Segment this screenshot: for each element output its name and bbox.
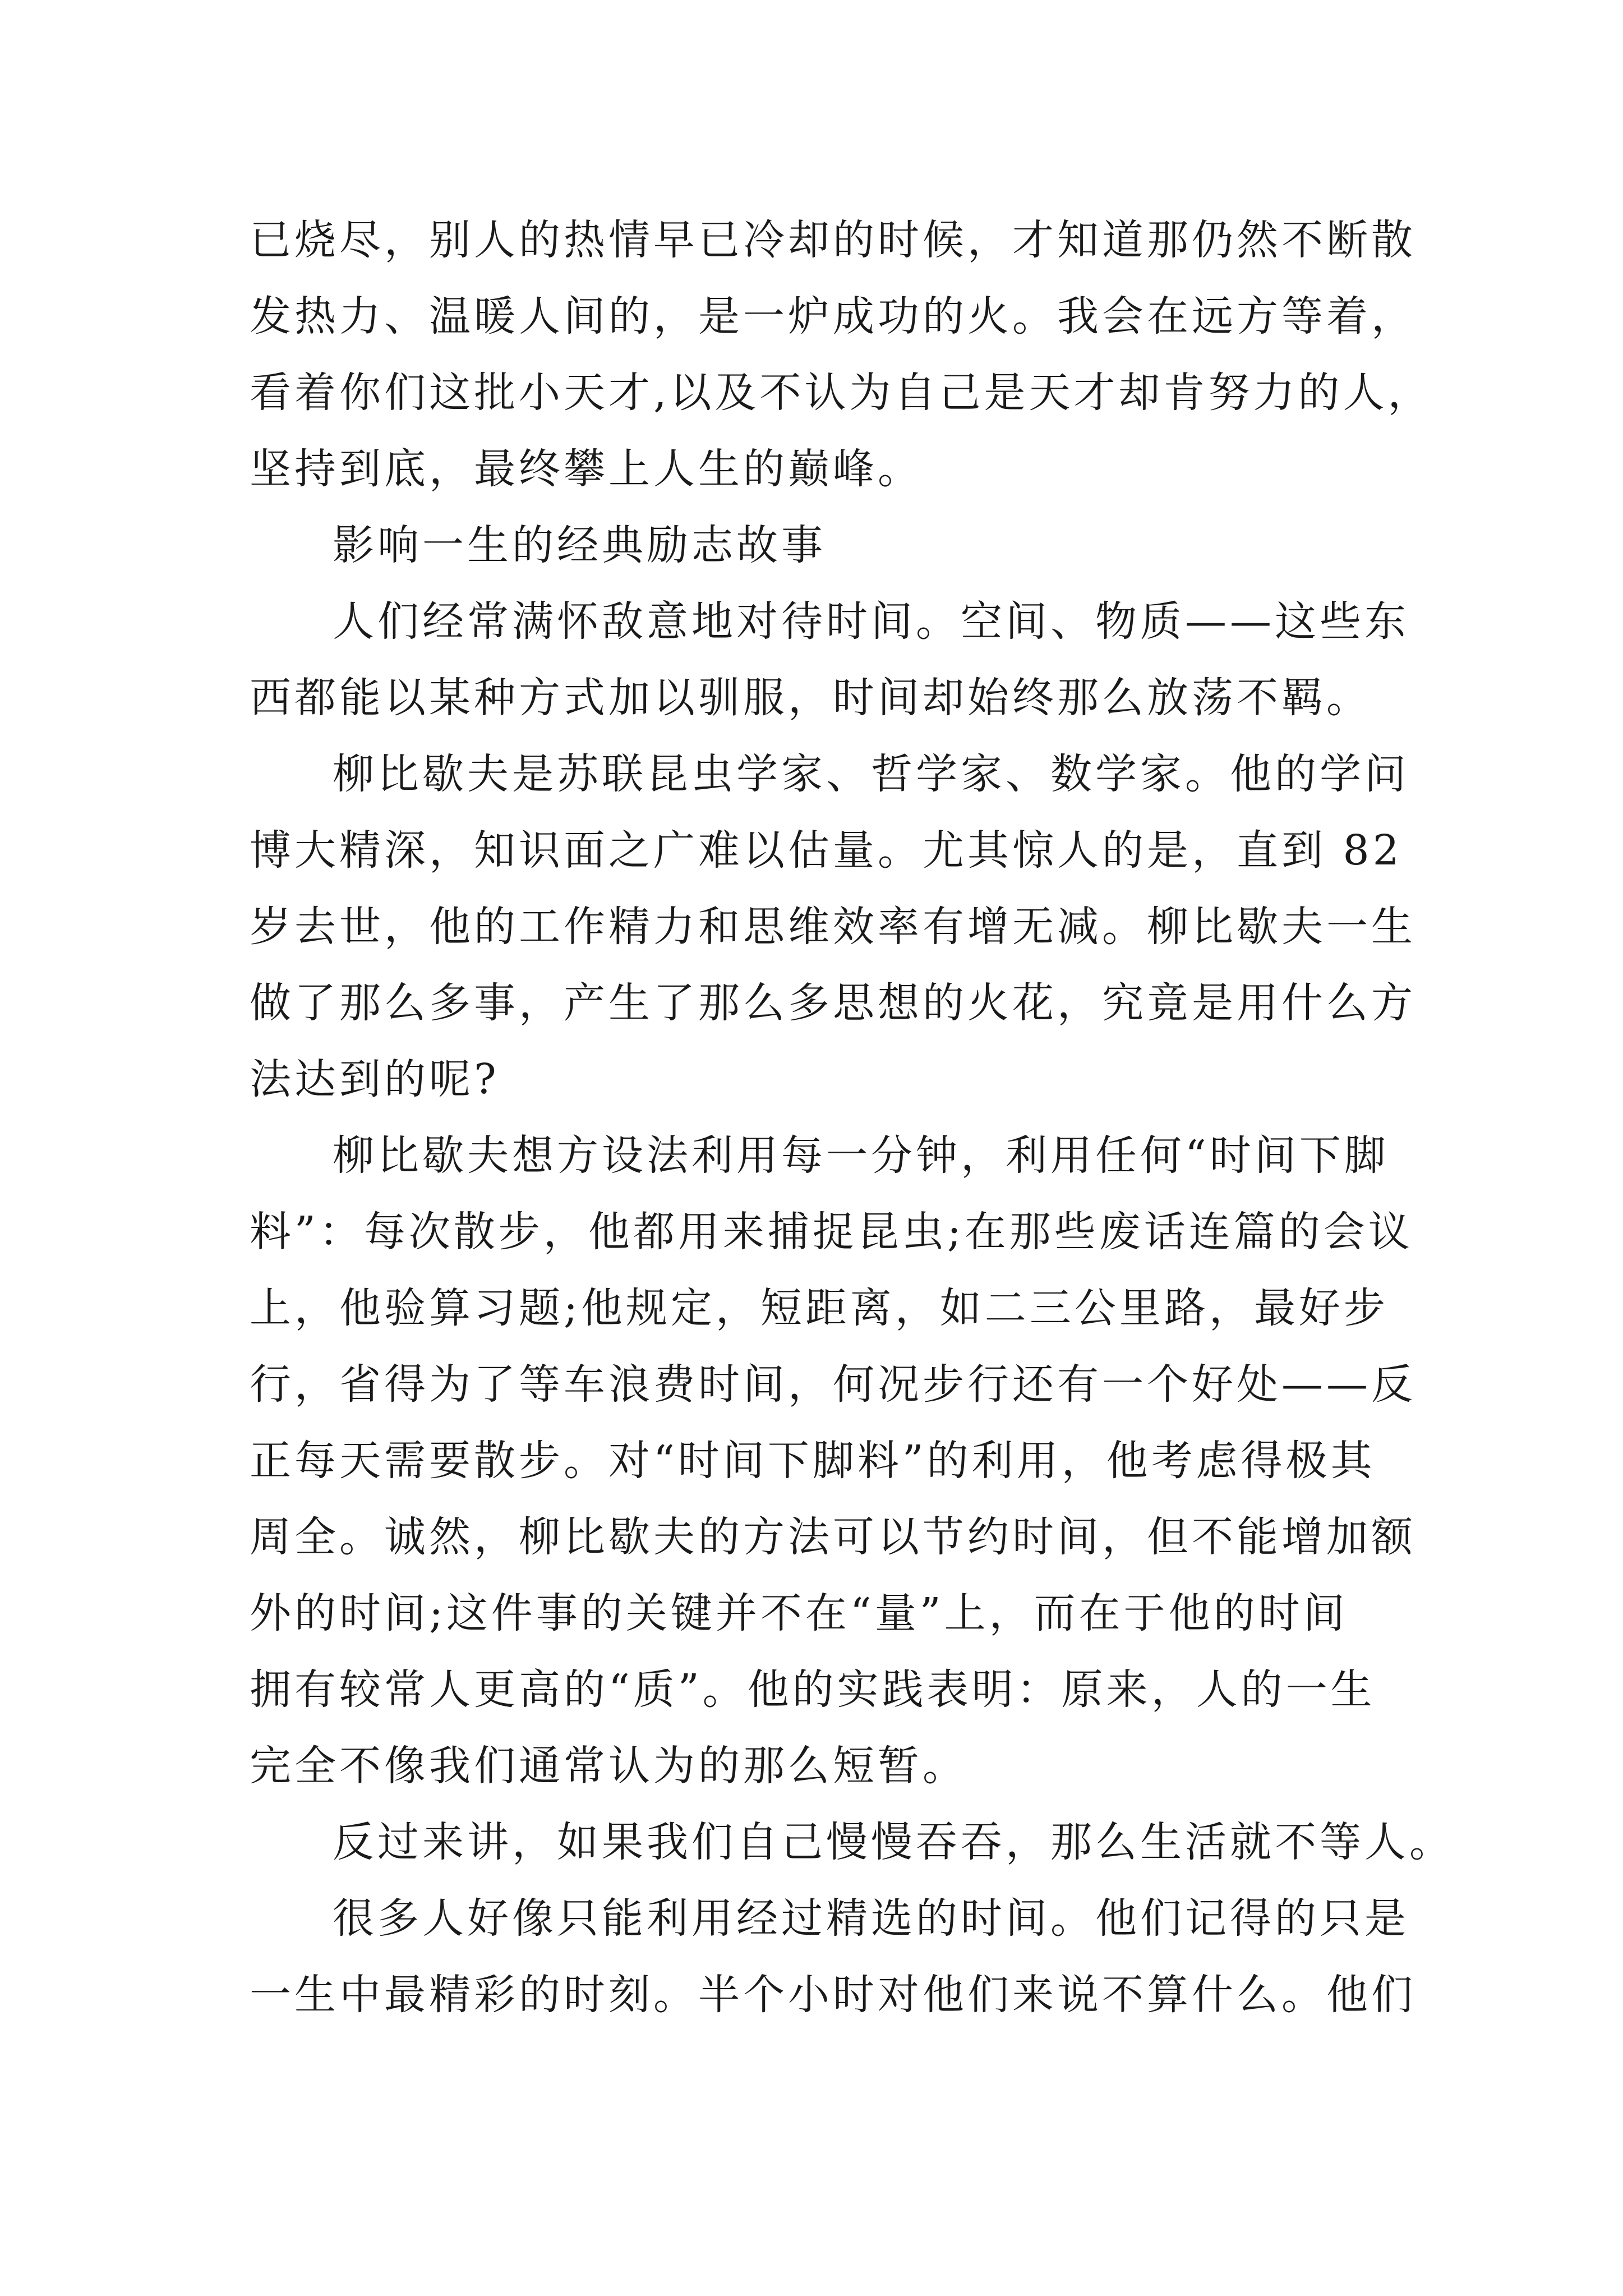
text-line: 很多人好像只能利用经过精选的时间。他们记得的只是 bbox=[333, 1894, 1409, 1943]
text-line: 博大精深，知识面之广难以估量。尤其惊人的是，直到 82 bbox=[250, 826, 1403, 875]
text-line: 发热力、温暖人间的，是一炉成功的火。我会在远方等着， bbox=[250, 292, 1416, 341]
text-line: 柳比歇夫想方设法利用每一分钟，利用任何“时间下脚 bbox=[333, 1131, 1389, 1180]
text-line: 看着你们这批小天才,以及不认为自己是天才却肯努力的人， bbox=[250, 369, 1433, 417]
text-line: 做了那么多事，产生了那么多思想的火花，究竟是用什么方 bbox=[250, 979, 1416, 1027]
text-line: 反过来讲，如果我们自己慢慢吞吞，那么生活就不等人。 bbox=[333, 1818, 1454, 1866]
text-line: 已烧尽，别人的热情早已冷却的时候，才知道那仍然不断散 bbox=[250, 216, 1416, 264]
text-line: 西都能以某种方式加以驯服，时间却始终那么放荡不羁。 bbox=[250, 674, 1371, 722]
text-line: 正每天需要散步。对“时间下脚料”的利用，他考虑得极其 bbox=[250, 1437, 1376, 1485]
text-line: 拥有较常人更高的“质”。他的实践表明：原来，人的一生 bbox=[250, 1665, 1376, 1714]
text-line: 人们经常满怀敌意地对待时间。空间、物质——这些东 bbox=[333, 597, 1409, 646]
body-text bbox=[250, 202, 1454, 2033]
text-line: 法达到的呢? bbox=[250, 1055, 500, 1103]
text-line: 周全。诚然，柳比歇夫的方法可以节约时间，但不能增加额 bbox=[250, 1513, 1416, 1561]
text-line: 行，省得为了等车浪费时间，何况步行还有一个好处——反 bbox=[250, 1360, 1416, 1409]
text-line: 料”：每次散步，他都用来捕捉昆虫;在那些废话连篇的会议 bbox=[250, 1208, 1413, 1256]
text-line: 坚持到底，最终攀上人生的巅峰。 bbox=[250, 445, 923, 493]
text-line: 岁去世，他的工作精力和思维效率有增无减。柳比歇夫一生 bbox=[250, 903, 1416, 951]
text-line: 外的时间;这件事的关键并不在“量”上，而在于他的时间 bbox=[250, 1589, 1348, 1637]
text-line: 柳比歇夫是苏联昆虫学家、哲学家、数学家。他的学问 bbox=[333, 750, 1409, 798]
text-line: 一生中最精彩的时刻。半个小时对他们来说不算什么。他们 bbox=[250, 1971, 1416, 2019]
text-line: 上，他验算习题;他规定，短距离，如二三公里路，最好步 bbox=[250, 1284, 1389, 1332]
section-heading: 影响一生的经典励志故事 bbox=[333, 521, 826, 569]
text-line: 完全不像我们通常认为的那么短暂。 bbox=[250, 1742, 967, 1790]
